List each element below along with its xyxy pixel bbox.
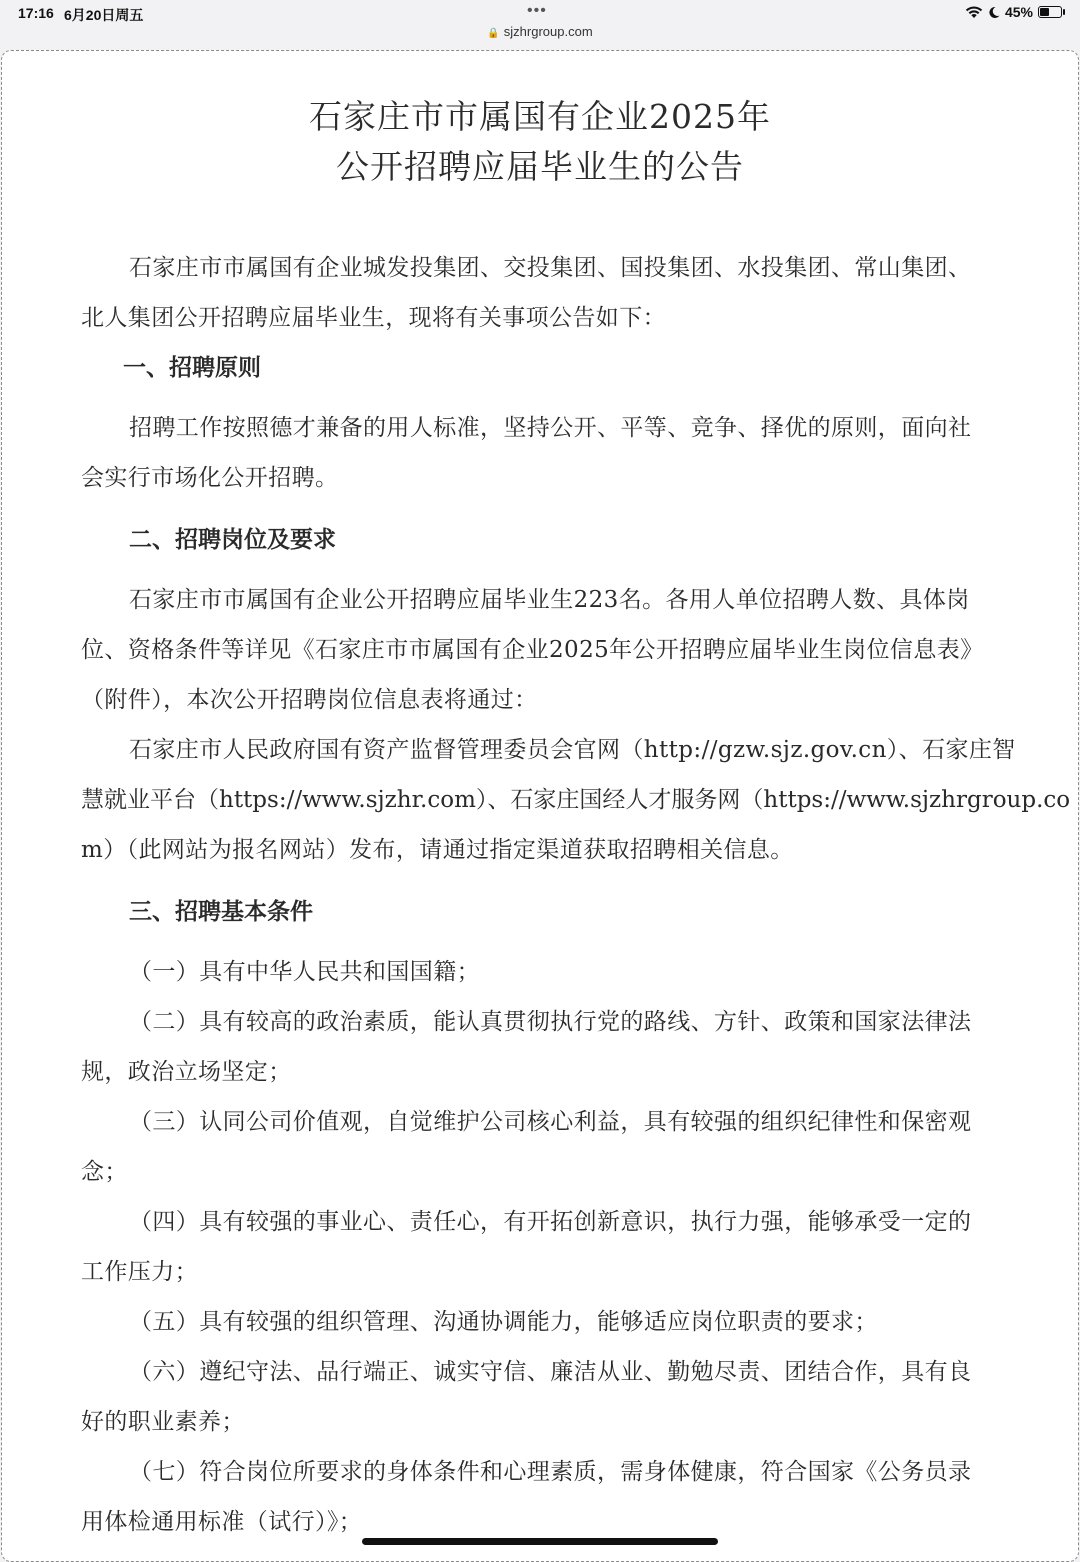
condition-item-continued: 规，政治立场坚定； xyxy=(81,1059,292,1085)
url-text: sjzhrgroup.com xyxy=(503,24,593,39)
paragraph-line: 石家庄市人民政府国有资产监督管理委员会官网（http://gzw.sjz.gov.cn）、石家庄智 xyxy=(129,737,1016,763)
paragraph-line: 招聘工作按照德才兼备的用人标准，坚持公开、平等、竞争、择优的原则，面向社 xyxy=(129,415,972,441)
section-heading: 一、招聘原则 xyxy=(123,355,261,381)
paragraph-line: 石家庄市市属国有企业公开招聘应届毕业生223名。各用人单位招聘人数、具体岗 xyxy=(129,587,970,613)
address-bar[interactable] xyxy=(0,24,1080,39)
paragraph-line: 北人集团公开招聘应届毕业生，现将有关事项公告如下： xyxy=(81,305,666,331)
section-heading: 二、招聘岗位及要求 xyxy=(129,527,336,553)
multitasking-dots-icon[interactable]: ••• xyxy=(527,2,547,19)
battery-icon xyxy=(1038,6,1062,18)
status-date: 6月20日周五 xyxy=(64,7,144,23)
article-page xyxy=(1,50,1079,1562)
moon-icon xyxy=(988,6,1000,19)
condition-item-continued: 工作压力； xyxy=(81,1259,198,1285)
section-heading: 三、招聘基本条件 xyxy=(129,899,313,925)
paragraph-line: 会实行市场化公开招聘。 xyxy=(81,465,339,491)
paragraph-line: 慧就业平台（https://www.sjzhr.com）、石家庄国经人才服务网（https://www.sjzhrgroup.co xyxy=(81,787,1071,813)
article-title-line-1: 石家庄市市属国有企业2025年 xyxy=(309,97,771,136)
condition-item: （六）遵纪守法、品行端正、诚实守信、廉洁从业、勤勉尽责、团结合作，具有良 xyxy=(129,1359,972,1385)
paragraph-line: m）（此网站为报名网站）发布，请通过指定渠道获取招聘相关信息。 xyxy=(81,837,794,863)
battery-fill xyxy=(1040,8,1049,16)
paragraph-line: 石家庄市市属国有企业城发投集团、交投集团、国投集团、水投集团、常山集团、 xyxy=(129,255,972,281)
article-title-line-2: 公开招聘应届毕业生的公告 xyxy=(336,147,744,186)
lock-icon: 🔒 xyxy=(487,28,500,39)
status-time: 17:16 xyxy=(18,5,54,21)
wifi-icon xyxy=(965,6,983,19)
condition-item-continued: 用体检通用标准（试行）》； xyxy=(81,1509,363,1535)
status-indicators xyxy=(965,4,1062,20)
home-indicator[interactable] xyxy=(362,1538,718,1545)
condition-item: （二）具有较高的政治素质，能认真贯彻执行党的路线、方针、政策和国家法律法 xyxy=(129,1009,972,1035)
paragraph-line: （附件），本次公开招聘岗位信息表将通过： xyxy=(81,687,538,713)
battery-percent: 45% xyxy=(1004,4,1033,20)
condition-item: （五）具有较强的组织管理、沟通协调能力，能够适应岗位职责的要求； xyxy=(129,1309,878,1335)
condition-item: （四）具有较强的事业心、责任心，有开拓创新意识，执行力强，能够承受一定的 xyxy=(129,1209,972,1235)
paragraph-line: 位、资格条件等详见《石家庄市市属国有企业2025年公开招聘应届毕业生岗位信息表》 xyxy=(81,637,984,663)
condition-item: （三）认同公司价值观，自觉维护公司核心利益，具有较强的组织纪律性和保密观 xyxy=(129,1109,972,1135)
condition-item: （七）符合岗位所要求的身体条件和心理素质，需身体健康，符合国家《公务员录 xyxy=(129,1459,972,1485)
condition-item-continued: 念； xyxy=(81,1159,128,1185)
status-bar xyxy=(0,0,1080,50)
condition-item-continued: 好的职业素养； xyxy=(81,1409,245,1435)
condition-item: （一）具有中华人民共和国国籍； xyxy=(129,959,480,985)
